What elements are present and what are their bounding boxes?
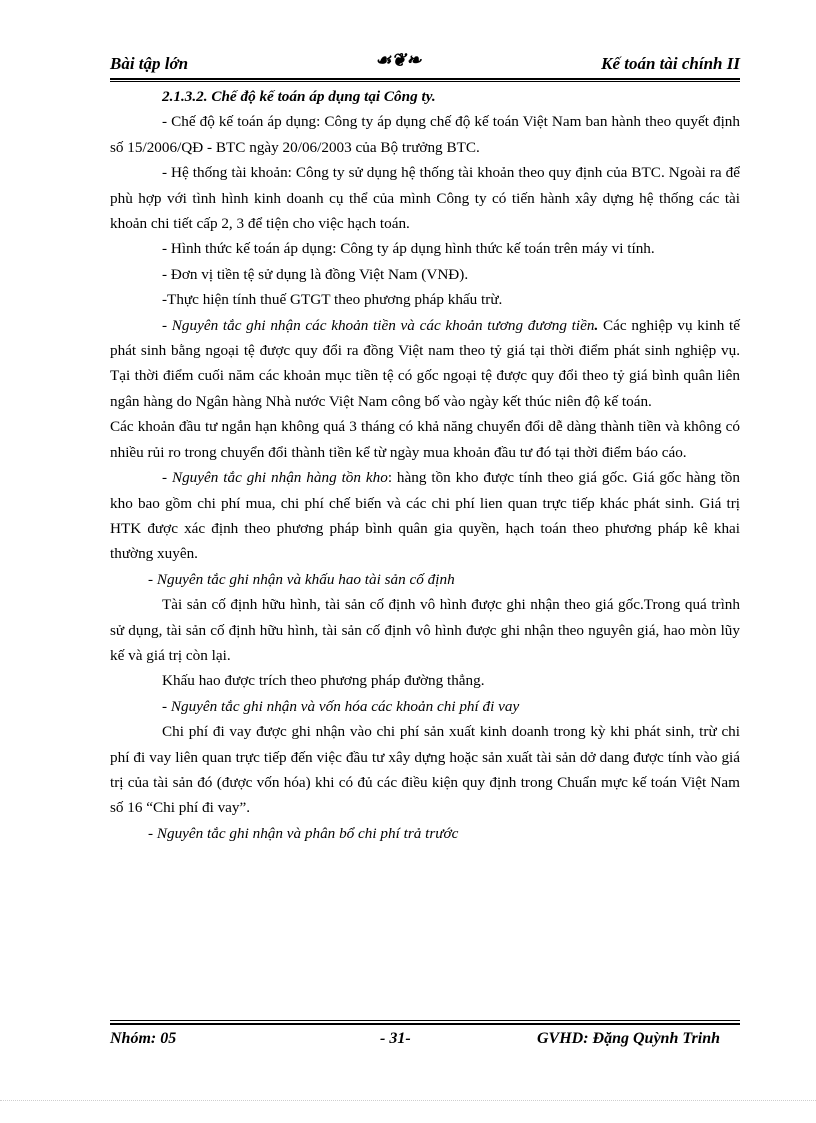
cash-principle-text: Các nghiệp vụ kinh tế phát sinh bằng ngoại tệ được quy đổi ra đồng Việt nam theo tỷ giá tại thời điểm phát sinh nghiệp vụ. Tại thời điểm cuối năm các khoản mục tiền tệ có gốc ngoại tệ được quy đổi theo tỷ giá bình quân liên ngân hàng do Ngân hàng Nhà nước Việt Nam công bố vào ngày kết thúc niên độ kế toán. xyxy=(110,316,740,410)
paragraph-borrowing-costs: Chi phí đi vay được ghi nhận vào chi phí sản xuất kinh doanh trong kỳ khi phát sinh, trừ chi phí đi vay liên quan trực tiếp đến việc đầu tư xây dựng hoặc sản xuất tài sản dở dang được tính vào giá trị của tài sản đó (được vốn hóa) khi có đủ các điều kiện quy định trong Chuẩn mực kế toán Việt Nam số 16 “Chi phí đi vay”. xyxy=(110,723,740,817)
inventory-title: - Nguyên tắc ghi nhận hàng tồn kho xyxy=(162,469,388,487)
paragraph-fixed-assets: Tài sản cố định hữu hình, tài sản cố định vô hình được ghi nhận theo giá gốc.Trong quá trình sử dụng, tài sản cố định hữu hình, tài sản cố định vô hình được ghi nhận theo nguyên giá, hao mòn lũy kế và giá trị còn lại. xyxy=(110,596,740,664)
paragraph-account-system: - Hệ thống tài khoản: Công ty sử dụng hệ thống tài khoản theo quy định của BTC. Ngoài ra để phù hợp với tình hình kinh doanh cụ thể của mình Công ty có tiến hành xây dựng hệ thống các tài khoản chi tiết cấp 2, 3 để tiện cho việc hạch toán. xyxy=(110,164,740,233)
page-footer xyxy=(110,1030,740,1054)
header-ornament-icon: ☙❦❧ xyxy=(375,50,422,70)
page-header xyxy=(110,50,740,76)
header-left-title: Bài tập lớn xyxy=(110,54,189,73)
inventory-text: : hàng tồn kho được tính theo giá gốc. Giá gốc hàng tồn kho bao gồm chi phí mua, chi phí chế biến và các chi phí lien quan trực tiếp khác phát sinh. Giá trị HTK được xác định theo phương pháp bình quân gia quyền, hạch toán theo phương pháp kê khai thường xuyên. xyxy=(110,469,740,563)
page-bottom-dotted-line xyxy=(0,1100,816,1101)
paragraph-cash-principle xyxy=(110,313,740,415)
heading-borrowing-costs: - Nguyên tắc ghi nhận và vốn hóa các khoản chi phí đi vay xyxy=(162,697,520,715)
footer-rule-thick xyxy=(110,1023,740,1025)
page-body xyxy=(110,84,740,846)
footer-instructor: GVHD: Đặng Quỳnh Trinh xyxy=(536,1030,720,1047)
header-rule-thick xyxy=(110,78,740,80)
heading-fixed-assets: - Nguyên tắc ghi nhận và khấu hao tài sản cố định xyxy=(148,570,455,588)
paragraph-accounting-regime: - Chế độ kế toán áp dụng: Công ty áp dụng chế độ kế toán Việt Nam ban hành theo quyết định số 15/2006/QĐ - BTC ngày 20/06/2003 của Bộ trưởng BTC. xyxy=(110,113,740,156)
header-right-title: Kế toán tài chính II xyxy=(601,54,740,73)
heading-prepaid-expenses: - Nguyên tắc ghi nhận và phân bổ chi phí trả trước xyxy=(148,824,459,842)
paragraph-vat: -Thực hiện tính thuế GTGT theo phương pháp khấu trừ. xyxy=(162,291,503,309)
paragraph-currency: - Đơn vị tiền tệ sử dụng là đồng Việt Nam (VNĐ). xyxy=(162,265,469,283)
section-heading: 2.1.3.2. Chế độ kế toán áp dụng tại Công ty. xyxy=(162,88,436,105)
paragraph-short-term-investment: Các khoản đầu tư ngắn hạn không quá 3 tháng có khả năng chuyển đổi dễ dàng thành tiền và không có nhiều rủi ro trong chuyển đổi thành tiền kể từ ngày mua khoản đầu tư đó tại thời điểm báo cáo. xyxy=(110,418,740,461)
paragraph-inventory xyxy=(110,465,740,567)
footer-rule-thin xyxy=(110,1020,740,1021)
page-number: - 31- xyxy=(380,1030,411,1047)
cash-principle-title: - Nguyên tắc ghi nhận các khoản tiền và các khoản tương đương tiền xyxy=(162,316,595,334)
paragraph-depreciation: Khấu hao được trích theo phương pháp đường thẳng. xyxy=(162,672,485,690)
paragraph-accounting-form: - Hình thức kế toán áp dụng: Công ty áp dụng hình thức kế toán trên máy vi tính. xyxy=(162,240,655,258)
header-rule-thin xyxy=(110,81,740,82)
cash-principle-period: . xyxy=(594,316,599,334)
footer-group: Nhóm: 05 xyxy=(110,1030,177,1047)
